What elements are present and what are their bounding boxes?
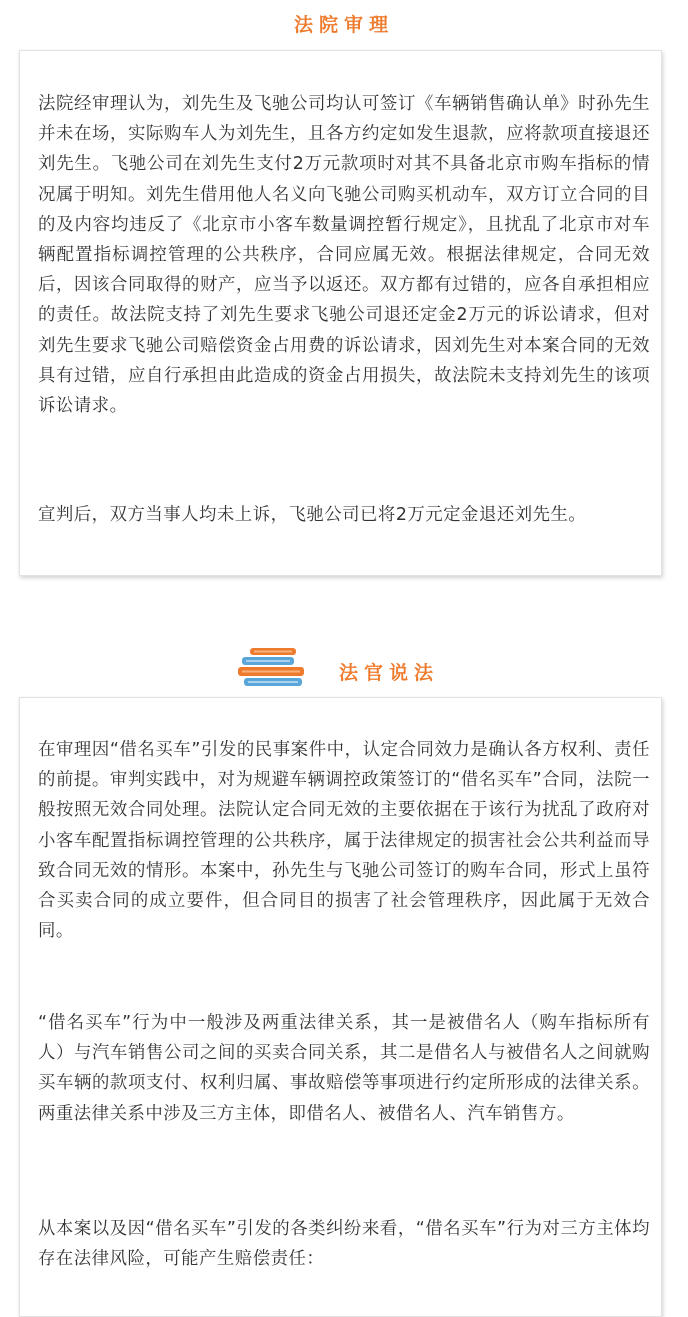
judge-comments-paragraph-3: 从本案以及因“借名买车”引发的各类纠纷来看，“借名买车”行为对三方主体均存在法律风险，可能产生赔偿责任： xyxy=(38,1219,650,1270)
judge-comments-paragraph-1: 在审理因“借名买车”引发的民事案件中，认定合同效力是确认各方权利、责任的前提。审判实践中，对为规避车辆调控政策签订的“借名买车”合同，法院一般按照无效合同处理。法院认定合同无效的主要依据在于该行为扰乱了政府对小客车配置指标调控管理的公共秩序，属于法律规定的损害社会公共利益而导致合同无效的情形。本案中，孙先生与飞驰公司签订的购车合同，形式上虽符合买卖合同的成立要件，但合同目的损害了社会管理秩序，因此属于无效合同。 xyxy=(38,740,650,942)
judge-comments-card xyxy=(19,697,662,1317)
court-trial-paragraph-1: 法院经审理认为，刘先生及飞驰公司均认可签订《车辆销售确认单》时孙先生并未在场，实际购车人为刘先生，且各方约定如发生退款，应将款项直接退还刘先生。飞驰公司在刘先生支付2万元款项时对其不具备北京市购车指标的情况属于明知。刘先生借用他人名义向飞驰公司购买机动车，双方订立合同的目的及内容均违反了《北京市小客车数量调控暂行规定》，且扰乱了北京市对车辆配置指标调控管理的公共秩序，合同应属无效。根据法律规定，合同无效后，因该合同取得的财产，应当予以返还。双方都有过错的，应各自承担相应的责任。故法院支持了刘先生要求飞驰公司退还定金2万元的诉讼请求，但对刘先生要求飞驰公司赔偿资金占用费的诉讼请求，因刘先生对本案合同的无效具有过错，应自行承担由此造成的资金占用损失，故法院未支持刘先生的该项诉讼请求。 xyxy=(38,94,650,417)
section-title-court-trial: 法院审理 xyxy=(293,14,394,36)
section-title-judge-comments: 法官说法 xyxy=(338,662,439,684)
court-trial-card xyxy=(19,50,662,576)
judge-comments-paragraph-2: “借名买车”行为中一般涉及两重法律关系，其一是被借名人（购车指标所有人）与汽车销售公司之间的买卖合同关系，其二是借名人与被借名人之间就购买车辆的款项支付、权利归属、事故赔偿等事项进行约定所形成的法律关系。两重法律关系中涉及三方主体，即借名人、被借名人、汽车销售方。 xyxy=(38,1013,650,1124)
court-trial-paragraph-2: 宣判后，双方当事人均未上诉，飞驰公司已将2万元定金退还刘先生。 xyxy=(38,505,587,525)
